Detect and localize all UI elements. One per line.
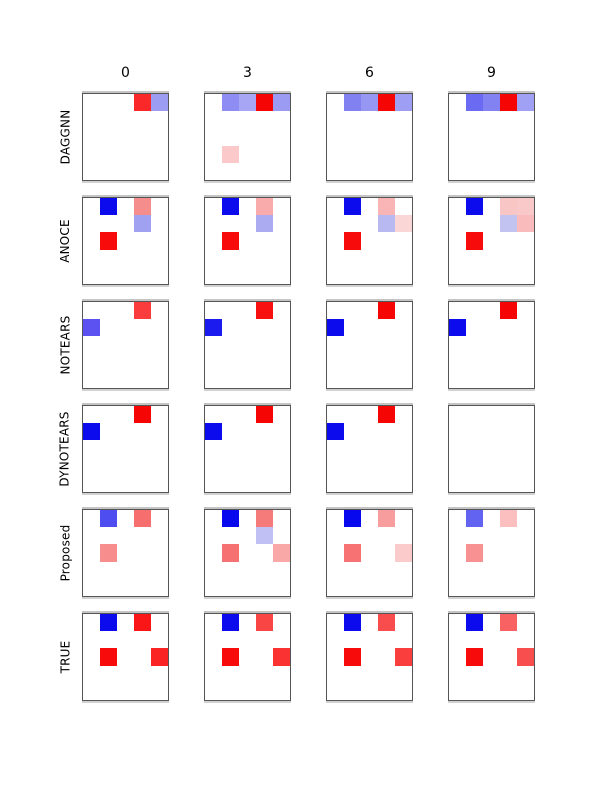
- row-label-NOTEARS: [50, 301, 80, 389]
- matrix-cell: [222, 232, 239, 249]
- heatmap-DAGGNN-t9: [448, 93, 535, 181]
- matrix-cell: [100, 510, 117, 527]
- heatmap-ANOCE-t9: [448, 197, 535, 285]
- heatmap-DYNOTEARS-t3: [204, 405, 291, 493]
- heatmap-TRUE-t3: [204, 613, 291, 701]
- heatmap-NOTEARS-t6: [326, 301, 413, 389]
- heatmap-ANOCE-t6: [326, 197, 413, 285]
- matrix-cell: [205, 319, 222, 336]
- matrix-cells: [205, 198, 290, 284]
- matrix-cell: [327, 319, 344, 336]
- matrix-cell: [256, 527, 273, 544]
- matrix-cell: [134, 614, 151, 631]
- matrix-cells: [327, 94, 412, 180]
- matrix-cell: [100, 544, 117, 561]
- matrix-cells: [205, 302, 290, 388]
- matrix-cell: [378, 198, 395, 215]
- matrix-cells: [83, 302, 168, 388]
- row-label-Proposed: [50, 509, 80, 597]
- matrix-cell: [344, 648, 361, 665]
- matrix-cells: [83, 94, 168, 180]
- matrix-cell: [517, 215, 534, 232]
- matrix-cell: [466, 94, 483, 111]
- matrix-cell: [83, 319, 100, 336]
- matrix-cells: [327, 510, 412, 596]
- matrix-cell: [256, 406, 273, 423]
- matrix-cell: [500, 614, 517, 631]
- matrix-cell: [256, 198, 273, 215]
- row-label-text: DAGGNN: [58, 109, 72, 165]
- matrix-cell: [466, 648, 483, 665]
- matrix-cells: [449, 302, 534, 388]
- heatmap-ANOCE-t0: [82, 197, 169, 285]
- matrix-cell: [222, 146, 239, 163]
- matrix-cell: [134, 510, 151, 527]
- matrix-cells: [449, 614, 534, 700]
- matrix-cell: [466, 232, 483, 249]
- matrix-cell: [378, 215, 395, 232]
- col-header-9: 9: [487, 65, 496, 81]
- heatmap-TRUE-t6: [326, 613, 413, 701]
- matrix-cell: [466, 544, 483, 561]
- matrix-cell: [395, 215, 412, 232]
- matrix-cell: [134, 406, 151, 423]
- matrix-cell: [273, 94, 290, 111]
- row-label-text: TRUE: [58, 640, 72, 674]
- col-header-3: 3: [243, 65, 252, 81]
- matrix-cell: [378, 510, 395, 527]
- row-label-text: ANOCE: [58, 219, 72, 263]
- matrix-cell: [344, 94, 361, 111]
- heatmap-ANOCE-t3: [204, 197, 291, 285]
- matrix-cell: [344, 544, 361, 561]
- heatmap-NOTEARS-t3: [204, 301, 291, 389]
- heatmap-NOTEARS-t9: [448, 301, 535, 389]
- row-label-text: DYNOTEARS: [58, 411, 72, 487]
- heatmap-Proposed-t0: [82, 509, 169, 597]
- matrix-cell: [273, 648, 290, 665]
- matrix-cell: [151, 648, 168, 665]
- matrix-cell: [500, 198, 517, 215]
- matrix-cells: [83, 198, 168, 284]
- heatmap-grid: [82, 93, 535, 701]
- col-header-6: 6: [365, 65, 374, 81]
- matrix-cell: [378, 94, 395, 111]
- matrix-cell: [500, 94, 517, 111]
- matrix-cell: [344, 232, 361, 249]
- matrix-cell: [327, 423, 344, 440]
- matrix-cell: [100, 198, 117, 215]
- matrix-cells: [83, 614, 168, 700]
- matrix-cell: [344, 614, 361, 631]
- matrix-cells: [83, 406, 168, 492]
- matrix-cells: [83, 510, 168, 596]
- matrix-cell: [466, 510, 483, 527]
- matrix-cell: [100, 614, 117, 631]
- matrix-cell: [83, 423, 100, 440]
- matrix-cell: [500, 302, 517, 319]
- matrix-cell: [378, 406, 395, 423]
- matrix-cells: [205, 406, 290, 492]
- row-label-text: Proposed: [58, 524, 73, 582]
- matrix-cell: [466, 198, 483, 215]
- matrix-cell: [378, 302, 395, 319]
- matrix-cell: [222, 510, 239, 527]
- matrix-cell: [256, 94, 273, 111]
- matrix-cells: [449, 198, 534, 284]
- matrix-cell: [449, 319, 466, 336]
- matrix-cell: [134, 198, 151, 215]
- matrix-cell: [256, 302, 273, 319]
- heatmap-NOTEARS-t0: [82, 301, 169, 389]
- matrix-cells: [327, 614, 412, 700]
- matrix-cell: [517, 198, 534, 215]
- heatmap-TRUE-t0: [82, 613, 169, 701]
- matrix-cells: [205, 614, 290, 700]
- matrix-cell: [466, 614, 483, 631]
- col-header-0: 0: [121, 65, 130, 81]
- row-label-ANOCE: [50, 197, 80, 285]
- matrix-cell: [134, 215, 151, 232]
- heatmap-DYNOTEARS-t0: [82, 405, 169, 493]
- matrix-cell: [517, 94, 534, 111]
- heatmap-TRUE-t9: [448, 613, 535, 701]
- matrix-cell: [344, 510, 361, 527]
- matrix-cell: [500, 510, 517, 527]
- matrix-cell: [222, 198, 239, 215]
- matrix-cell: [378, 614, 395, 631]
- matrix-cell: [517, 648, 534, 665]
- matrix-cell: [134, 94, 151, 111]
- matrix-cells: [205, 94, 290, 180]
- matrix-cell: [256, 215, 273, 232]
- matrix-cell: [273, 544, 290, 561]
- heatmap-Proposed-t9: [448, 509, 535, 597]
- heatmap-DYNOTEARS-t6: [326, 405, 413, 493]
- matrix-cell: [256, 510, 273, 527]
- heatmap-DAGGNN-t3: [204, 93, 291, 181]
- matrix-cell: [395, 648, 412, 665]
- matrix-cell: [151, 94, 168, 111]
- matrix-cell: [100, 232, 117, 249]
- matrix-cells: [205, 510, 290, 596]
- matrix-cell: [395, 94, 412, 111]
- matrix-cell: [205, 423, 222, 440]
- heatmap-Proposed-t6: [326, 509, 413, 597]
- heatmap-DYNOTEARS-t9: [448, 405, 535, 493]
- matrix-cell: [134, 302, 151, 319]
- matrix-cells: [449, 510, 534, 596]
- matrix-cells: [327, 406, 412, 492]
- matrix-cell: [239, 94, 256, 111]
- matrix-cells: [449, 406, 534, 492]
- row-label-TRUE: [50, 613, 80, 701]
- heatmap-DAGGNN-t0: [82, 93, 169, 181]
- matrix-cell: [222, 94, 239, 111]
- matrix-cells: [327, 198, 412, 284]
- matrix-cell: [100, 648, 117, 665]
- matrix-cell: [222, 648, 239, 665]
- matrix-cell: [256, 614, 273, 631]
- matrix-cell: [483, 94, 500, 111]
- matrix-cell: [395, 544, 412, 561]
- row-label-DAGGNN: [50, 93, 80, 181]
- matrix-cell: [222, 544, 239, 561]
- matrix-cell: [222, 614, 239, 631]
- row-label-text: NOTEARS: [58, 315, 72, 375]
- matrix-cells: [449, 94, 534, 180]
- matrix-cell: [344, 198, 361, 215]
- heatmap-DAGGNN-t6: [326, 93, 413, 181]
- heatmap-Proposed-t3: [204, 509, 291, 597]
- matrix-cells: [327, 302, 412, 388]
- matrix-cell: [361, 94, 378, 111]
- row-label-DYNOTEARS: [50, 405, 80, 493]
- matrix-cell: [500, 215, 517, 232]
